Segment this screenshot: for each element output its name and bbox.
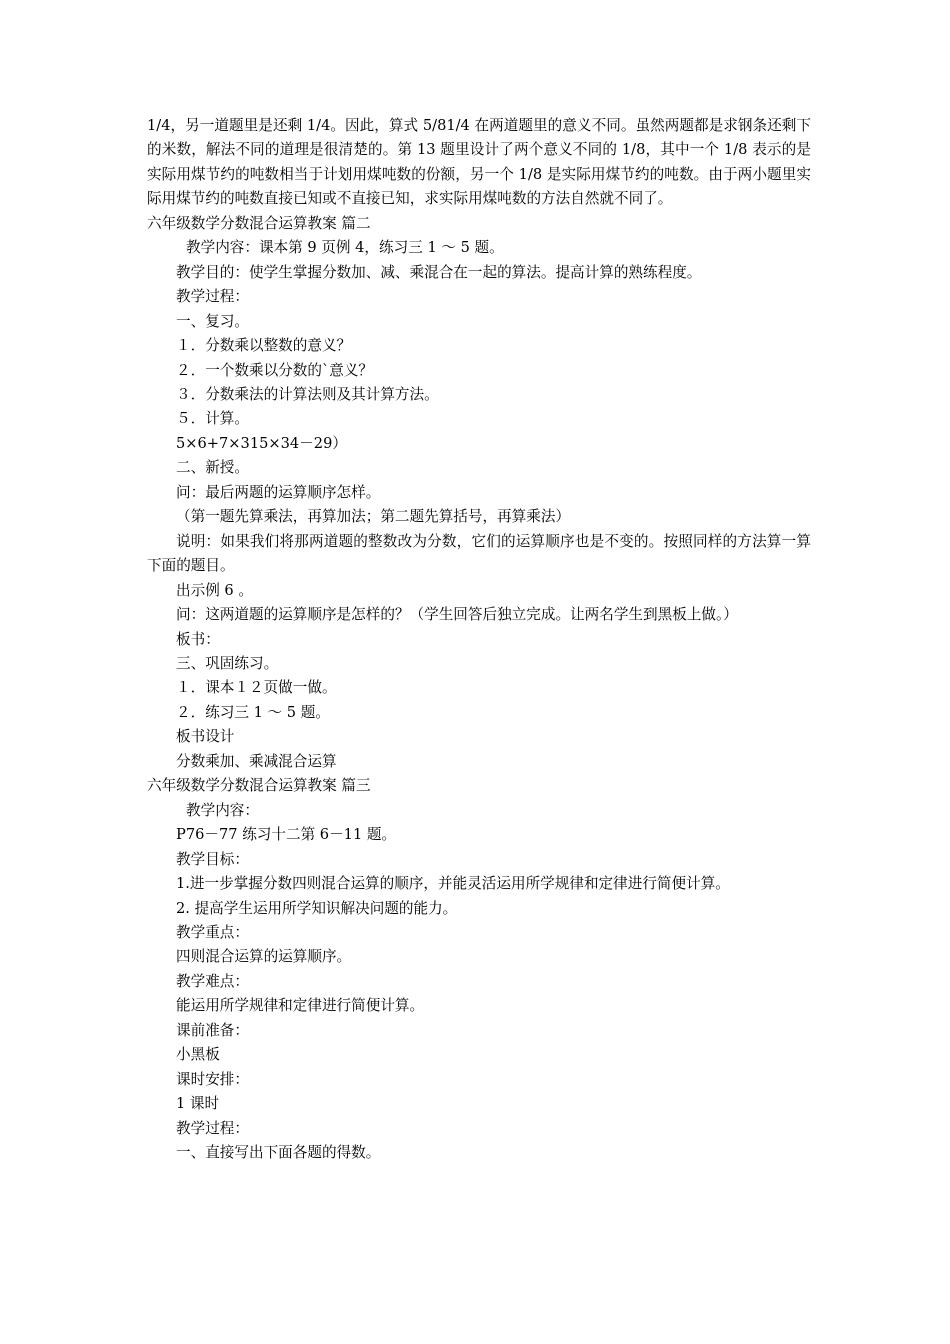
section3-difficulty-label: 教学难点：	[176, 972, 249, 990]
section3-goal-label: 教学目标：	[176, 850, 249, 868]
document-page	[147, 114, 811, 1165]
section3-key-label: 教学重点：	[176, 923, 249, 941]
section3-schedule: 1 课时	[176, 1095, 220, 1113]
section2-explain: 说明：如果我们将那两道题的整数改为分数，它们的运算顺序也是不变的。按照同样的方法算一算下面的题目。	[147, 532, 811, 575]
section3-content-label: 教学内容：	[186, 801, 259, 819]
section2-q1: １．分数乘以整数的意义？	[176, 337, 352, 355]
section3-prep: 小黑板	[176, 1046, 220, 1064]
section2-board-design: 板书设计	[176, 728, 235, 746]
intro-paragraph: 1/4，另一道题里是还剩 1/4。因此，算式 5/81/4 在两道题里的意义不同。虽然两题都是求钢条还剩下的米数，解法不同的道理是很清楚的。第 13 题里设计了两个意义不同的 1/8，其中一个 1/8 表示的是实际用煤节约的吨数相当于计划用煤吨数的份额，另一个 1/8 是实际用煤节约的吨数。由于两小题里实际用煤节约的吨数直接已知或不直接已知，求实际用煤吨数的方法自然就不同了。	[147, 117, 811, 208]
section2-q5: ５．计算。	[176, 410, 249, 428]
section2-q2: ２．一个数乘以分数的`意义？	[176, 361, 374, 379]
section2-board: 板书：	[176, 630, 220, 648]
section3-prep-label: 课前准备：	[176, 1021, 249, 1039]
section2-process: 教学过程：	[176, 288, 249, 306]
section3-content: P76－77 练习十二第 6－11 题。	[176, 826, 397, 844]
section2-example: 出示例 6 。	[176, 581, 253, 599]
section2-q3: ３．分数乘法的计算法则及其计算方法。	[176, 385, 439, 403]
section2-goal: 教学目的：使学生掌握分数加、减、乘混合在一起的算法。提高计算的熟练程度。	[176, 263, 702, 281]
section2-expression: 5×6+7×315×34－29）	[176, 434, 347, 452]
section3-step1: 一、直接写出下面各题的得数。	[176, 1144, 381, 1162]
section2-ask2: 问：这两道题的运算顺序是怎样的？（学生回答后独立完成。让两名学生到黑板上做。）	[176, 606, 738, 624]
section2-board-title: 分数乘加、乘减混合运算	[176, 752, 337, 770]
section2-ask: 问：最后两题的运算顺序怎样。	[176, 483, 381, 501]
section2-review: 一、复习。	[176, 312, 249, 330]
section2-heading: 六年级数学分数混合运算教案 篇二	[147, 214, 371, 232]
section3-goal2: 2. 提高学生运用所学知识解决问题的能力。	[176, 899, 458, 917]
section3-process-label: 教学过程：	[176, 1119, 249, 1137]
section2-content: 教学内容：课本第 9 页例 4，练习三 1 ～ 5 题。	[186, 239, 504, 257]
section2-practice: 三、巩固练习。	[176, 654, 279, 672]
section3-heading: 六年级数学分数混合运算教案 篇三	[147, 777, 371, 795]
section2-answer: （第一题先算乘法，再算加法；第二题先算括号，再算乘法）	[176, 508, 571, 526]
section3-schedule-label: 课时安排：	[176, 1070, 249, 1088]
section3-key: 四则混合运算的运算顺序。	[176, 948, 352, 966]
section3-difficulty: 能运用所学规律和定律进行简便计算。	[176, 997, 425, 1015]
section2-p1: １．课本１２页做一做。	[176, 679, 337, 697]
section2-new: 二、新授。	[176, 459, 249, 477]
section2-p2: ２．练习三 1 ～ 5 题。	[176, 703, 330, 721]
section3-goal1: 1.进一步掌握分数四则混合运算的顺序，并能灵活运用所学规律和定律进行简便计算。	[176, 875, 730, 893]
